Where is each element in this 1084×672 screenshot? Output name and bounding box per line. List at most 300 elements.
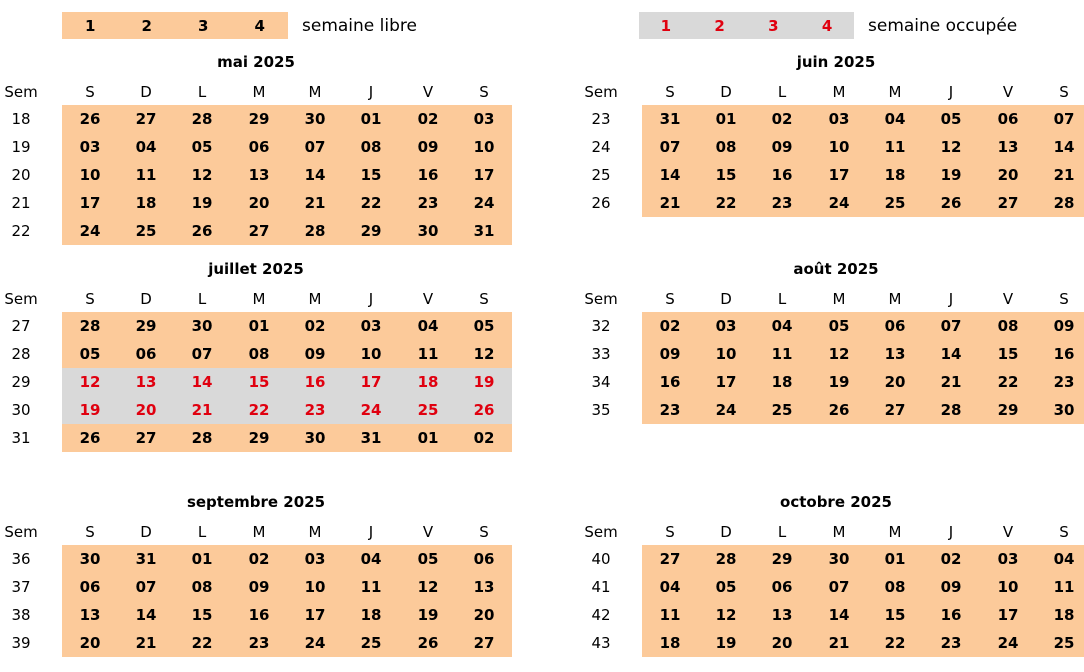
weekday-header: V xyxy=(1002,290,1014,308)
week-row xyxy=(0,545,512,573)
legend-free-swatch xyxy=(62,12,288,39)
day-cell: 14 xyxy=(1053,138,1075,156)
weekday-header: M xyxy=(832,83,846,101)
day-cell: 15 xyxy=(360,166,382,184)
weekday-header: V xyxy=(1002,523,1014,541)
legend-busy-swatch xyxy=(639,12,854,39)
day-cell: 14 xyxy=(659,166,681,184)
legend-busy-number: 2 xyxy=(714,16,725,35)
weekday-header: M xyxy=(308,290,322,308)
day-cell: 16 xyxy=(940,606,962,624)
day-cell: 26 xyxy=(417,634,439,652)
week-row xyxy=(0,573,512,601)
day-cell: 24 xyxy=(473,194,495,212)
day-cell: 05 xyxy=(417,550,439,568)
day-cell: 11 xyxy=(360,578,382,596)
day-cell: 16 xyxy=(248,606,270,624)
day-cell: 28 xyxy=(940,401,962,419)
day-cell: 09 xyxy=(1053,317,1075,335)
week-number: 41 xyxy=(591,578,611,596)
week-number: 33 xyxy=(591,345,611,363)
day-cell: 17 xyxy=(473,166,495,184)
day-cell: 20 xyxy=(884,373,906,391)
calendar-header-row xyxy=(580,285,1084,313)
day-cell: 07 xyxy=(1053,110,1075,128)
week-row xyxy=(580,161,1084,189)
day-cell: 15 xyxy=(884,606,906,624)
day-cell: 10 xyxy=(473,138,495,156)
calendar-header-row xyxy=(580,518,1084,546)
weekday-header: J xyxy=(948,523,954,541)
week-number: 28 xyxy=(11,345,31,363)
day-cell: 04 xyxy=(659,578,681,596)
day-cell: 10 xyxy=(828,138,850,156)
day-cell: 07 xyxy=(940,317,962,335)
day-cell: 04 xyxy=(360,550,382,568)
day-cell: 02 xyxy=(659,317,681,335)
week-number: 23 xyxy=(591,110,611,128)
week-row xyxy=(0,424,512,452)
day-cell: 22 xyxy=(360,194,382,212)
weekday-header: S xyxy=(85,523,95,541)
day-cell: 09 xyxy=(304,345,326,363)
week-row xyxy=(580,340,1084,368)
day-cell: 06 xyxy=(771,578,793,596)
week-column-header: Sem xyxy=(4,290,38,308)
day-cell: 23 xyxy=(940,634,962,652)
week-number: 30 xyxy=(11,401,31,419)
month-title: août 2025 xyxy=(793,260,879,278)
week-number: 24 xyxy=(591,138,611,156)
day-cell: 22 xyxy=(248,401,270,419)
weekday-header: L xyxy=(197,290,207,308)
day-cell: 11 xyxy=(659,606,681,624)
weekday-header: S xyxy=(85,83,95,101)
day-cell: 03 xyxy=(304,550,326,568)
day-cell: 29 xyxy=(360,222,382,240)
day-cell: 17 xyxy=(79,194,101,212)
day-cell: 01 xyxy=(715,110,737,128)
day-cell: 17 xyxy=(715,373,737,391)
weekday-header: M xyxy=(308,83,322,101)
weekday-header: L xyxy=(197,83,207,101)
day-cell: 01 xyxy=(248,317,270,335)
day-cell: 25 xyxy=(771,401,793,419)
week-row xyxy=(580,312,1084,340)
day-cell: 08 xyxy=(884,578,906,596)
weekday-header: S xyxy=(85,290,95,308)
day-cell: 03 xyxy=(715,317,737,335)
weekday-header: S xyxy=(1059,523,1069,541)
day-cell: 28 xyxy=(715,550,737,568)
calendar-header-row xyxy=(0,285,512,313)
day-cell: 26 xyxy=(191,222,213,240)
week-number: 43 xyxy=(591,634,611,652)
day-cell: 16 xyxy=(659,373,681,391)
calendar-header-row xyxy=(580,78,1084,106)
weekday-header: V xyxy=(422,523,434,541)
week-number: 21 xyxy=(11,194,31,212)
day-cell: 21 xyxy=(135,634,157,652)
weekday-header: S xyxy=(479,523,489,541)
day-cell: 10 xyxy=(360,345,382,363)
month-title: octobre 2025 xyxy=(780,493,892,511)
day-cell: 27 xyxy=(473,634,495,652)
day-cell: 28 xyxy=(1053,194,1075,212)
week-row xyxy=(580,573,1084,601)
day-cell: 05 xyxy=(940,110,962,128)
week-row xyxy=(580,601,1084,629)
weekday-header: M xyxy=(888,83,902,101)
day-cell: 18 xyxy=(1053,606,1075,624)
day-cell: 21 xyxy=(940,373,962,391)
day-cell: 19 xyxy=(191,194,213,212)
weekday-header: J xyxy=(368,83,374,101)
day-cell: 18 xyxy=(417,373,439,391)
day-cell: 27 xyxy=(248,222,270,240)
week-row xyxy=(580,545,1084,573)
day-cell: 04 xyxy=(417,317,439,335)
day-cell: 12 xyxy=(417,578,439,596)
day-cell: 15 xyxy=(997,345,1019,363)
day-cell: 09 xyxy=(940,578,962,596)
day-cell: 22 xyxy=(191,634,213,652)
week-column-header: Sem xyxy=(584,83,618,101)
day-cell: 19 xyxy=(715,634,737,652)
day-cell: 23 xyxy=(659,401,681,419)
day-cell: 12 xyxy=(715,606,737,624)
day-cell: 14 xyxy=(191,373,213,391)
week-column-header: Sem xyxy=(4,83,38,101)
weekday-header: M xyxy=(308,523,322,541)
month-title: juillet 2025 xyxy=(208,260,304,278)
day-cell: 20 xyxy=(997,166,1019,184)
day-cell: 04 xyxy=(135,138,157,156)
day-cell: 09 xyxy=(771,138,793,156)
day-cell: 11 xyxy=(135,166,157,184)
weekday-header: S xyxy=(1059,290,1069,308)
week-row xyxy=(0,105,512,133)
day-cell: 26 xyxy=(79,110,101,128)
weekday-header: S xyxy=(665,290,675,308)
day-cell: 27 xyxy=(135,429,157,447)
day-cell: 28 xyxy=(304,222,326,240)
day-cell: 20 xyxy=(473,606,495,624)
day-cell: 18 xyxy=(771,373,793,391)
weekday-header: D xyxy=(720,523,732,541)
weekday-header: S xyxy=(479,83,489,101)
day-cell: 29 xyxy=(248,110,270,128)
day-cell: 21 xyxy=(1053,166,1075,184)
week-column-header: Sem xyxy=(4,523,38,541)
day-cell: 07 xyxy=(135,578,157,596)
day-cell: 30 xyxy=(1053,401,1075,419)
day-cell: 03 xyxy=(828,110,850,128)
day-cell: 31 xyxy=(135,550,157,568)
day-cell: 23 xyxy=(304,401,326,419)
day-cell: 27 xyxy=(135,110,157,128)
day-cell: 06 xyxy=(79,578,101,596)
day-cell: 17 xyxy=(997,606,1019,624)
day-cell: 09 xyxy=(417,138,439,156)
day-cell: 03 xyxy=(360,317,382,335)
day-cell: 07 xyxy=(191,345,213,363)
day-cell: 23 xyxy=(1053,373,1075,391)
week-number: 25 xyxy=(591,166,611,184)
week-row xyxy=(0,368,512,396)
weekday-header: D xyxy=(140,523,152,541)
day-cell: 28 xyxy=(191,429,213,447)
day-cell: 23 xyxy=(417,194,439,212)
weekday-header: S xyxy=(665,83,675,101)
day-cell: 31 xyxy=(659,110,681,128)
day-cell: 16 xyxy=(1053,345,1075,363)
day-cell: 12 xyxy=(940,138,962,156)
day-cell: 12 xyxy=(828,345,850,363)
legend-busy-number: 3 xyxy=(768,16,779,35)
week-column-header: Sem xyxy=(584,523,618,541)
weekday-header: L xyxy=(197,523,207,541)
weekday-header: L xyxy=(777,523,787,541)
day-cell: 20 xyxy=(135,401,157,419)
month-title: septembre 2025 xyxy=(186,493,326,511)
day-cell: 12 xyxy=(473,345,495,363)
day-cell: 04 xyxy=(771,317,793,335)
day-cell: 12 xyxy=(79,373,101,391)
day-cell: 27 xyxy=(884,401,906,419)
day-cell: 13 xyxy=(79,606,101,624)
day-cell: 02 xyxy=(940,550,962,568)
day-cell: 13 xyxy=(473,578,495,596)
day-cell: 06 xyxy=(135,345,157,363)
day-cell: 07 xyxy=(659,138,681,156)
day-cell: 06 xyxy=(473,550,495,568)
day-cell: 23 xyxy=(771,194,793,212)
day-cell: 29 xyxy=(248,429,270,447)
day-cell: 05 xyxy=(715,578,737,596)
day-cell: 09 xyxy=(248,578,270,596)
day-cell: 08 xyxy=(360,138,382,156)
week-row xyxy=(580,189,1084,217)
day-cell: 08 xyxy=(191,578,213,596)
week-row xyxy=(580,629,1084,657)
weekday-header: M xyxy=(252,290,266,308)
calendar-header-row xyxy=(0,518,512,546)
day-cell: 19 xyxy=(940,166,962,184)
week-row xyxy=(580,105,1084,133)
day-cell: 13 xyxy=(248,166,270,184)
day-cell: 30 xyxy=(828,550,850,568)
day-cell: 24 xyxy=(304,634,326,652)
weekday-header: S xyxy=(1059,83,1069,101)
day-cell: 05 xyxy=(79,345,101,363)
week-number: 27 xyxy=(11,317,31,335)
week-number: 38 xyxy=(11,606,31,624)
day-cell: 26 xyxy=(940,194,962,212)
day-cell: 15 xyxy=(715,166,737,184)
weekday-header: S xyxy=(479,290,489,308)
week-number: 19 xyxy=(11,138,31,156)
day-cell: 16 xyxy=(304,373,326,391)
day-cell: 13 xyxy=(884,345,906,363)
day-cell: 07 xyxy=(828,578,850,596)
day-cell: 28 xyxy=(79,317,101,335)
day-cell: 04 xyxy=(1053,550,1075,568)
week-row xyxy=(0,601,512,629)
weekday-header: D xyxy=(720,290,732,308)
day-cell: 24 xyxy=(828,194,850,212)
week-row xyxy=(0,161,512,189)
week-number: 32 xyxy=(591,317,611,335)
day-cell: 01 xyxy=(417,429,439,447)
day-cell: 11 xyxy=(417,345,439,363)
week-number: 39 xyxy=(11,634,31,652)
legend-busy-label: semaine occupée xyxy=(868,15,1018,36)
day-cell: 26 xyxy=(79,429,101,447)
day-cell: 13 xyxy=(135,373,157,391)
day-cell: 07 xyxy=(304,138,326,156)
legend-busy-number: 4 xyxy=(821,16,833,35)
day-cell: 29 xyxy=(771,550,793,568)
weekday-header: J xyxy=(368,290,374,308)
day-cell: 08 xyxy=(248,345,270,363)
day-cell: 18 xyxy=(659,634,681,652)
week-number: 26 xyxy=(591,194,611,212)
day-cell: 01 xyxy=(360,110,382,128)
day-cell: 14 xyxy=(304,166,326,184)
week-number: 42 xyxy=(591,606,611,624)
week-row xyxy=(580,133,1084,161)
day-cell: 03 xyxy=(79,138,101,156)
day-cell: 29 xyxy=(135,317,157,335)
legend-free-number: 4 xyxy=(254,16,265,35)
day-cell: 06 xyxy=(248,138,270,156)
week-number: 34 xyxy=(591,373,611,391)
week-number: 37 xyxy=(11,578,31,596)
day-cell: 21 xyxy=(304,194,326,212)
week-row xyxy=(0,312,512,340)
day-cell: 17 xyxy=(304,606,326,624)
day-cell: 10 xyxy=(715,345,737,363)
day-cell: 19 xyxy=(417,606,439,624)
day-cell: 22 xyxy=(715,194,737,212)
weekday-header: V xyxy=(1002,83,1014,101)
day-cell: 30 xyxy=(304,429,326,447)
day-cell: 13 xyxy=(997,138,1019,156)
week-row xyxy=(0,629,512,657)
legend-free-number: 1 xyxy=(85,16,96,35)
day-cell: 25 xyxy=(884,194,906,212)
weekday-header: M xyxy=(888,523,902,541)
month-title: mai 2025 xyxy=(217,53,295,71)
day-cell: 24 xyxy=(360,401,382,419)
day-cell: 06 xyxy=(884,317,906,335)
day-cell: 29 xyxy=(997,401,1019,419)
legend-busy xyxy=(639,12,1017,39)
month-title: juin 2025 xyxy=(796,53,876,71)
day-cell: 27 xyxy=(997,194,1019,212)
legend-free-number: 2 xyxy=(141,16,152,35)
week-row xyxy=(580,368,1084,396)
day-cell: 24 xyxy=(79,222,101,240)
day-cell: 21 xyxy=(828,634,850,652)
day-cell: 21 xyxy=(191,401,213,419)
day-cell: 16 xyxy=(771,166,793,184)
week-row xyxy=(0,340,512,368)
week-row xyxy=(0,217,512,245)
day-cell: 19 xyxy=(79,401,101,419)
weekday-header: M xyxy=(252,523,266,541)
day-cell: 10 xyxy=(997,578,1019,596)
week-number: 18 xyxy=(11,110,31,128)
weekday-header: J xyxy=(948,290,954,308)
day-cell: 11 xyxy=(884,138,906,156)
day-cell: 10 xyxy=(304,578,326,596)
day-cell: 31 xyxy=(473,222,495,240)
weekday-header: L xyxy=(777,290,787,308)
day-cell: 09 xyxy=(659,345,681,363)
day-cell: 14 xyxy=(940,345,962,363)
day-cell: 13 xyxy=(771,606,793,624)
week-number: 29 xyxy=(11,373,31,391)
day-cell: 05 xyxy=(191,138,213,156)
weekday-header: S xyxy=(665,523,675,541)
day-cell: 04 xyxy=(884,110,906,128)
day-cell: 20 xyxy=(79,634,101,652)
legend-free-label: semaine libre xyxy=(302,15,417,36)
day-cell: 25 xyxy=(360,634,382,652)
day-cell: 30 xyxy=(417,222,439,240)
day-cell: 27 xyxy=(659,550,681,568)
week-column-header: Sem xyxy=(584,290,618,308)
day-cell: 02 xyxy=(771,110,793,128)
day-cell: 23 xyxy=(248,634,270,652)
day-cell: 17 xyxy=(360,373,382,391)
day-cell: 17 xyxy=(828,166,850,184)
day-cell: 01 xyxy=(884,550,906,568)
day-cell: 24 xyxy=(997,634,1019,652)
day-cell: 03 xyxy=(997,550,1019,568)
day-cell: 22 xyxy=(997,373,1019,391)
day-cell: 21 xyxy=(659,194,681,212)
weekday-header: M xyxy=(888,290,902,308)
week-number: 31 xyxy=(11,429,31,447)
weekday-header: J xyxy=(368,523,374,541)
day-cell: 05 xyxy=(473,317,495,335)
day-cell: 24 xyxy=(715,401,737,419)
week-row xyxy=(580,396,1084,424)
day-cell: 28 xyxy=(191,110,213,128)
week-row xyxy=(0,189,512,217)
day-cell: 30 xyxy=(304,110,326,128)
day-cell: 15 xyxy=(191,606,213,624)
weekday-header: M xyxy=(832,290,846,308)
day-cell: 11 xyxy=(1053,578,1075,596)
day-cell: 05 xyxy=(828,317,850,335)
day-cell: 19 xyxy=(473,373,495,391)
day-cell: 25 xyxy=(417,401,439,419)
day-cell: 10 xyxy=(79,166,101,184)
day-cell: 25 xyxy=(135,222,157,240)
day-cell: 26 xyxy=(828,401,850,419)
week-row xyxy=(0,133,512,161)
day-cell: 08 xyxy=(997,317,1019,335)
weekday-header: L xyxy=(777,83,787,101)
week-number: 20 xyxy=(11,166,31,184)
legend-busy-number: 1 xyxy=(660,16,672,35)
weekday-header: J xyxy=(948,83,954,101)
day-cell: 31 xyxy=(360,429,382,447)
